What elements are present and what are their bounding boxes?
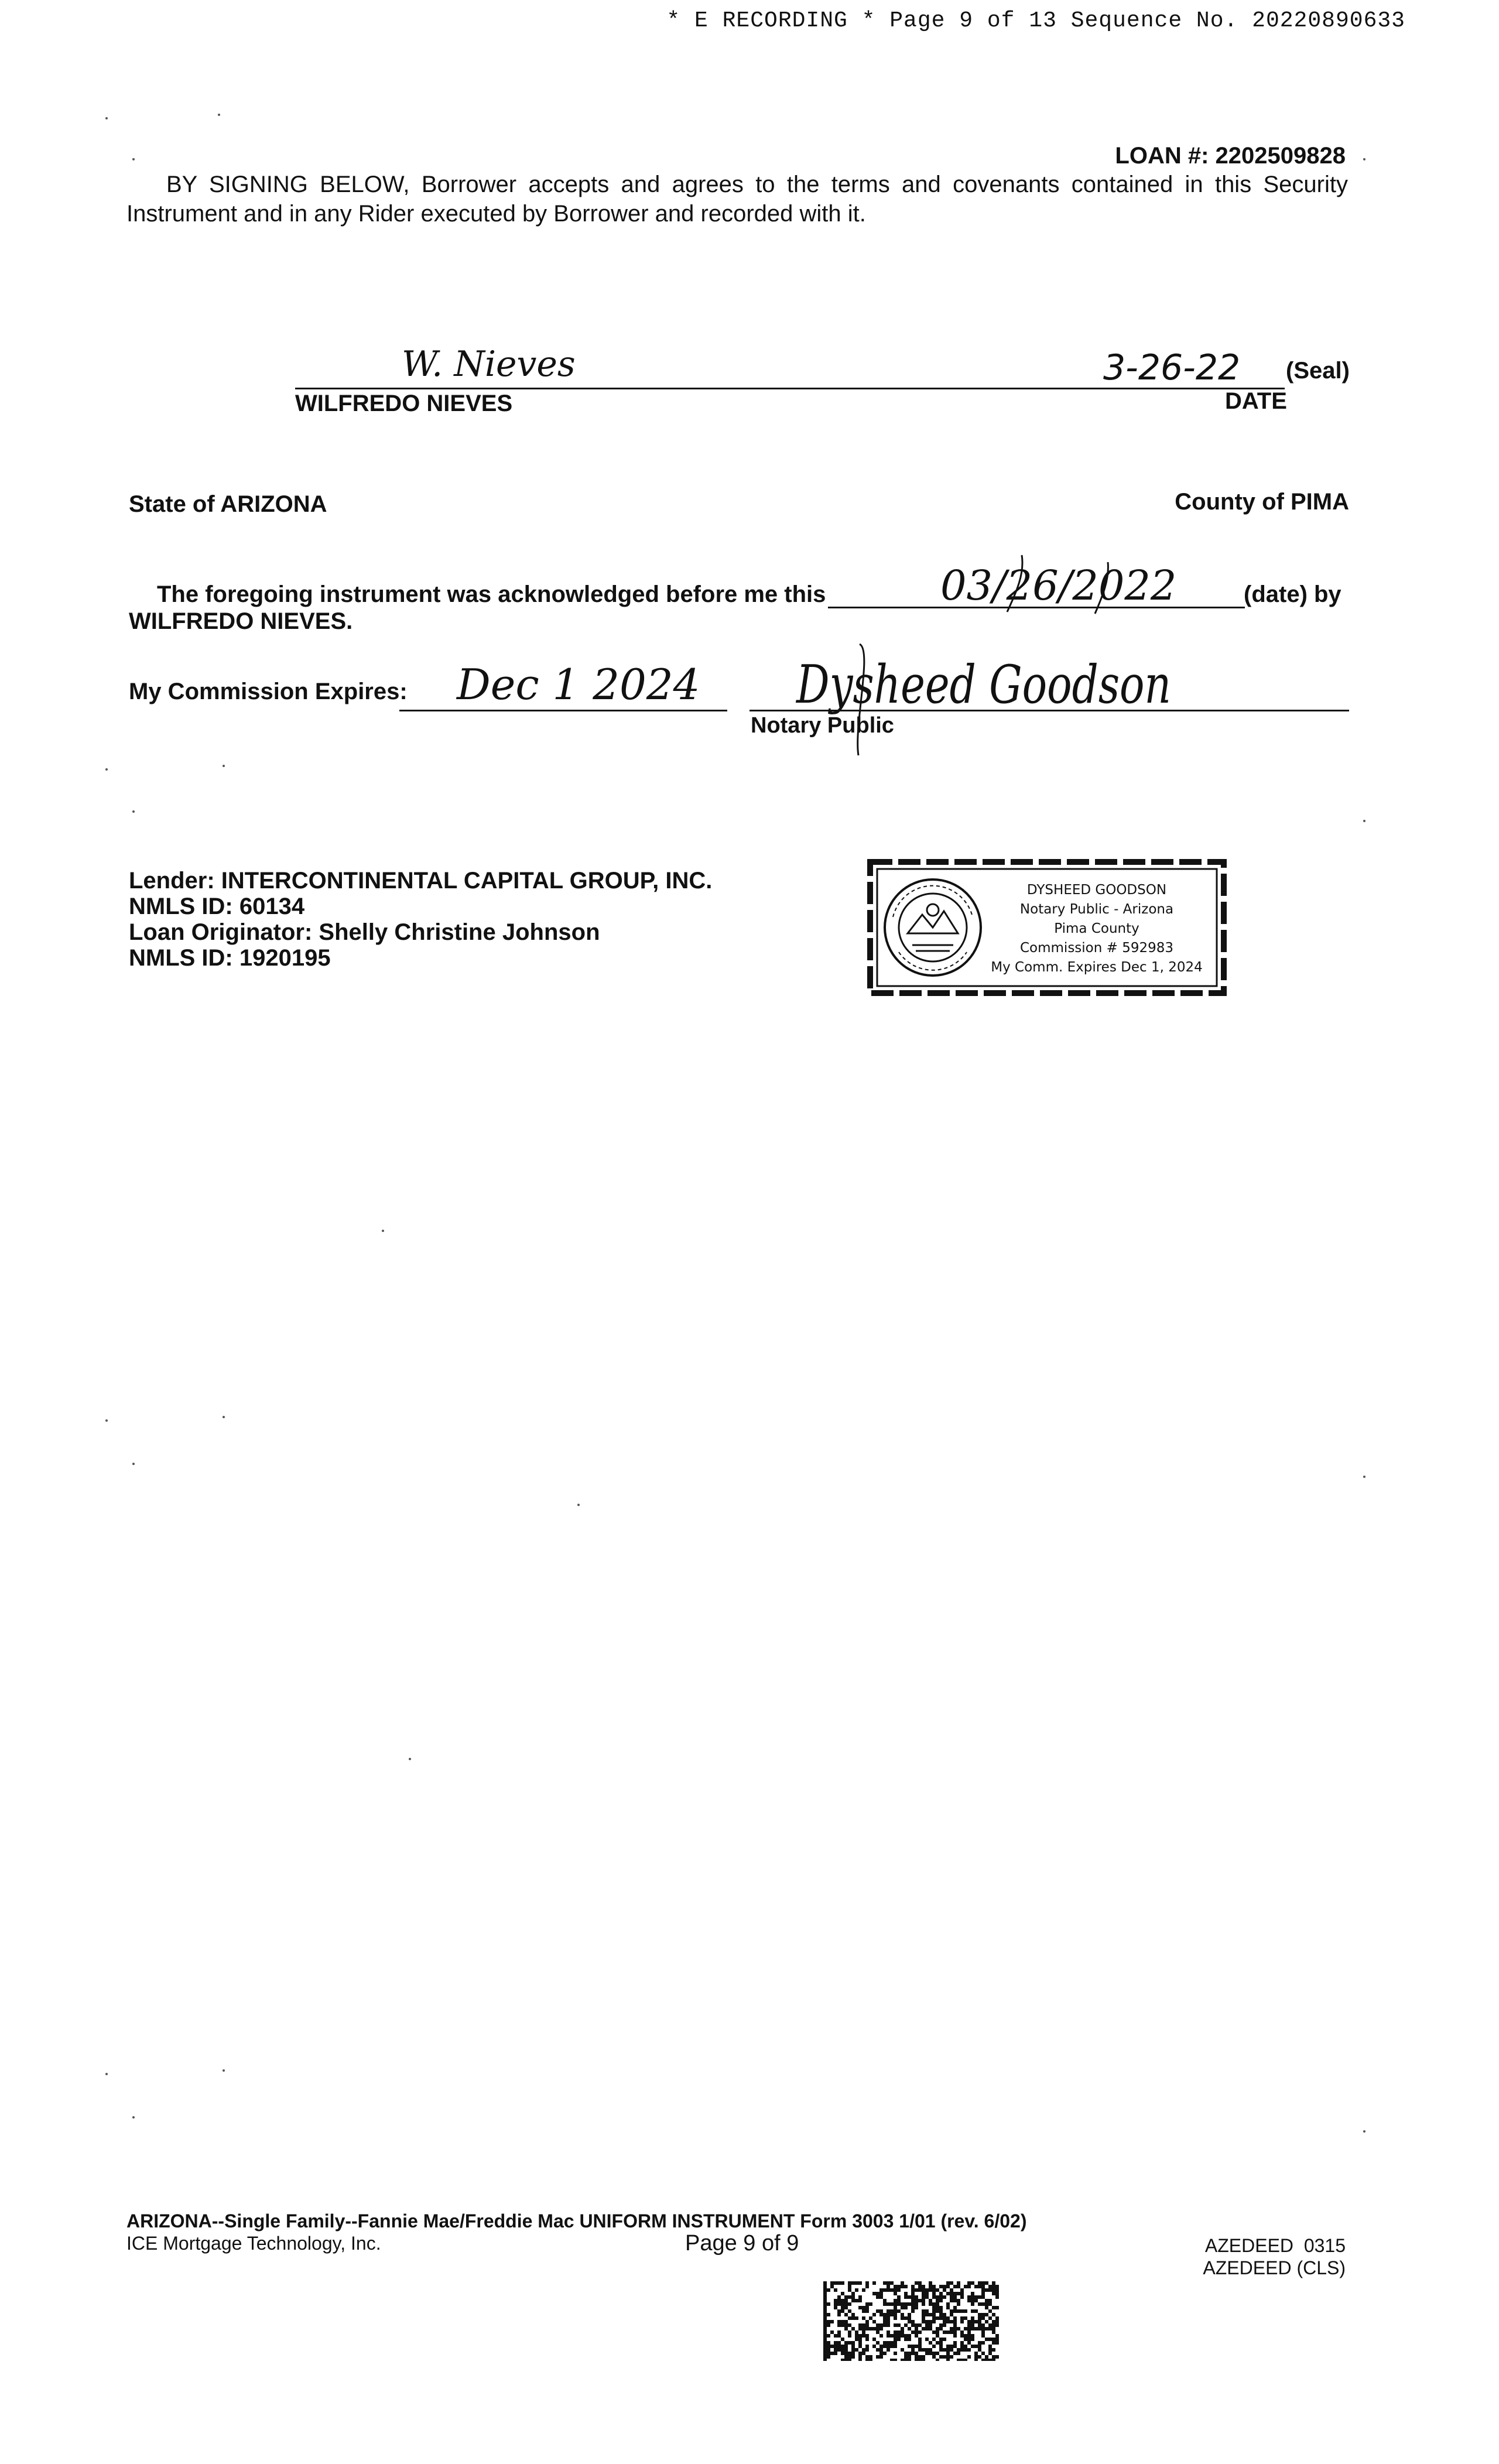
state-label: State of ARIZONA [129, 491, 327, 517]
acknowledgment-handwritten-date-text: 03/26/2022 [940, 562, 1177, 610]
borrower-signed-date-text: 3-26-22 [1103, 347, 1241, 388]
borrower-signature [398, 340, 597, 392]
stamp-county: Pima County [1054, 921, 1139, 936]
borrower-signed-date [1102, 341, 1278, 393]
footer-company: ICE Mortgage Technology, Inc. [126, 2233, 381, 2254]
borrower-name: WILFREDO NIEVES [295, 391, 513, 416]
state-seal-icon [885, 879, 981, 976]
acknowledgment-handwritten-date [913, 550, 1183, 615]
signing-statement-line-2: Instrument and in any Rider executed by Borrower and recorded with it. [126, 201, 866, 227]
seal-label: (Seal) [1286, 358, 1350, 384]
commission-handwritten [445, 650, 700, 714]
lender-nmls: NMLS ID: 60134 [129, 894, 305, 919]
acknowledgment-date-suffix: (date) by [1244, 581, 1341, 607]
notary-public-label: Notary Public [751, 713, 894, 738]
footer-codes [0, 2234, 1346, 2279]
borrower-signature-text: W. Nieves [402, 344, 576, 385]
lender-name: Lender: INTERCONTINENTAL CAPITAL GROUP, INC. [129, 868, 713, 894]
stamp-notary-title: Notary Public - Arizona [1019, 902, 1174, 917]
notary-signature [785, 632, 1195, 761]
commission-expires-label: My Commission Expires: [129, 679, 408, 704]
footer-form: ARIZONA--Single Family--Fannie Mae/Freddie Mac UNIFORM INSTRUMENT Form 3003 1/01 (rev. 6/02) [126, 2210, 1027, 2232]
notary-signature-text: Dysheed Goodson [795, 654, 1171, 716]
signing-statement [126, 170, 1348, 228]
originator-nmls: NMLS ID: 1920195 [129, 945, 331, 971]
recording-header: * E RECORDING * Page 9 of 13 Sequence No. 20220890633 [666, 8, 1405, 33]
footer-page-number: Page 9 of 9 [685, 2231, 799, 2256]
loan-number: LOAN #: 2202509828 [1115, 143, 1346, 169]
footer-code-2: AZEDEED (CLS) [1203, 2257, 1346, 2278]
stamp-expires: My Comm. Expires Dec 1, 2024 [991, 960, 1203, 975]
stamp-commission: Commission # 592983 [1019, 940, 1174, 956]
lender-info [129, 868, 712, 971]
stamp-notary-name: DYSHEED GOODSON [1026, 882, 1167, 898]
acknowledgment-signer: WILFREDO NIEVES. [129, 608, 353, 634]
acknowledgment-text: The foregoing instrument was acknowledged before me this [157, 581, 826, 607]
borrower-date-label: DATE [1225, 388, 1287, 414]
county-label: County of PIMA [1175, 489, 1349, 515]
barcode-icon [823, 2281, 999, 2361]
commission-handwritten-text: Dec 1 2024 [457, 660, 700, 709]
notary-stamp-text [974, 881, 1219, 977]
footer-code-1: AZEDEED 0315 [1204, 2235, 1346, 2256]
loan-originator: Loan Originator: Shelly Christine Johnson [129, 919, 600, 945]
signing-statement-line-1: BY SIGNING BELOW, Borrower accepts and agrees to the terms and covenants contained in this Security [166, 172, 1348, 197]
